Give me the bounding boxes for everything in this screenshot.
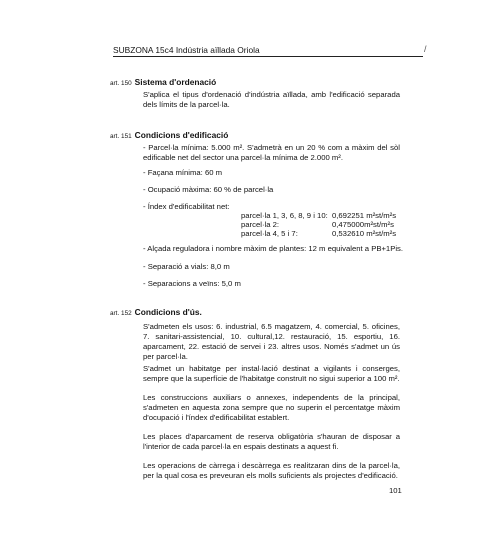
article-number: art. 150 [110,80,132,87]
index-label: parcel·la 2: [241,220,280,229]
margin-mark: / [424,44,427,54]
index-value: 0,692251 m²st/m²s [332,211,397,220]
list-item: - Índex d'edificabilitat net: [143,202,230,211]
article-title: Condicions d'edificació [134,130,229,140]
list-item: - Separació a vials: 8,0 m [143,262,230,271]
paragraph: S'admet un habitatge per instal·lació destinat a vigilants i conserges, sempre que la superfície de l'habitatge construït no sigui superior a 100 m². [143,364,400,383]
article-heading-150 [110,72,216,90]
index-label: parcel·la 4, 5 i 7: [241,229,298,238]
article-title: Sistema d'ordenació [134,77,217,87]
index-value: 0,532610 m²st/m²s [332,229,397,238]
page-number: 101 [389,486,402,495]
index-value: 0,475000m²st/m²s [332,220,394,229]
paragraph: Les construccions auxiliars o annexes, independents de la principal, s'admeten en aquesta zona sempre que no superin el percentatge màxim d'ocupació i l'índex d'edificabilitat establert. [143,393,400,422]
list-item: - Alçada reguladora i nombre màxim de plantes: 12 m equivalent a PB+1Pis. [143,244,404,253]
list-item: - Façana mínima: 60 m [143,168,223,177]
paragraph: S'aplica el tipus d'ordenació d'indústria aïllada, amb l'edificació separada dels límits de la parcel·la. [143,90,400,109]
article-number: art. 152 [110,310,132,317]
article-title: Condicions d'ús. [134,307,202,317]
list-item: - Separacions a veïns: 5,0 m [143,279,241,288]
index-label: parcel·la 1, 3, 6, 8, 9 i 10: [241,211,328,220]
paragraph: Les operacions de càrrega i descàrrega es realitzaran dins de la parcel·la, per la qual cosa es preveuran els molls suficients als projectes d'edificació. [143,461,400,480]
article-heading-151 [110,125,228,143]
list-item: - Ocupació màxima: 60 % de parcel·la [143,185,274,194]
list-item: - Parcel·la mínima: 5.000 m². S'admetrà en un 20 % com a màxim del sòl edificable net del sector una parcel·la mínima de 2.000 m². [143,143,400,162]
paragraph: Les places d'aparcament de reserva obligatòria s'hauran de disposar a l'interior de cada parcel·la en espais destinats a aquest fi. [143,432,400,451]
index-row [241,229,397,239]
section-header: SUBZONA 15c4 Indústria aïllada Oriola [113,45,423,57]
article-heading-152 [110,302,202,320]
paragraph: S'admeten els usos: 6. industrial, 6.5 magatzem, 4. comercial, 5. oficines, 7. sanitari-assistencial, 10. cultural,12. restauració, 15. esportiu, 16. aparcament, 22. estació de servei i 23. altres usos. Només s'admet un ús per parcel·la. [143,322,400,361]
article-number: art. 151 [110,133,132,140]
